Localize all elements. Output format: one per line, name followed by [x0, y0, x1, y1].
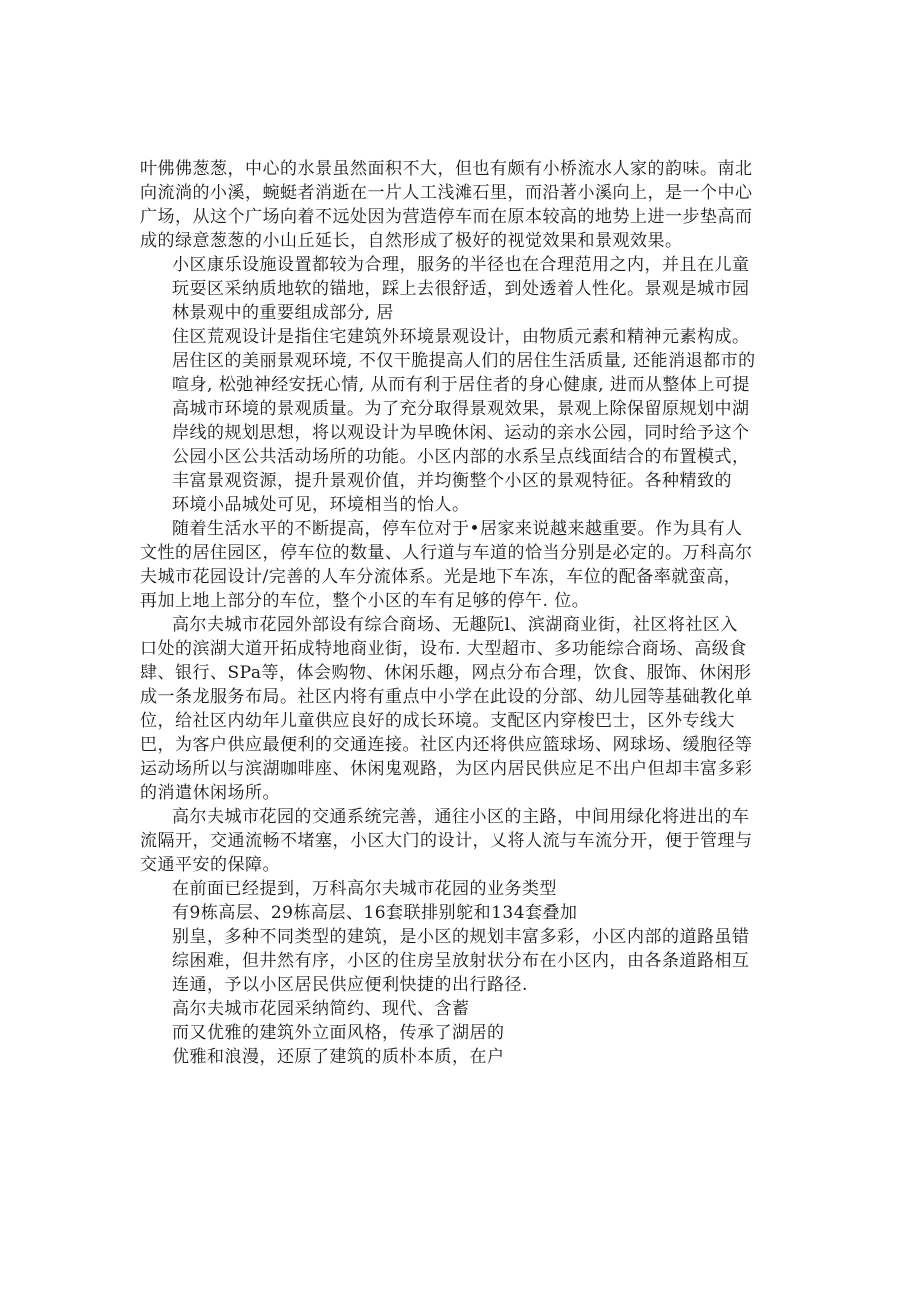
text-line	[140, 661, 785, 685]
text-line-content: 成的绿意葱葱的小山丘延长，自然形成了极好的视觉效果和景观效果。	[140, 231, 683, 251]
text-line	[140, 277, 785, 301]
text-line-content: 住区荒观设计是指住宅建筑外环境景观设计，由物质元素和精神元素构成。	[172, 327, 750, 347]
text-line-content: 高尔夫城市花园的交通系统完善，通往小区的主路，中间用绿化将进出的车	[172, 807, 750, 827]
text-line	[140, 181, 785, 205]
text-line	[140, 421, 785, 445]
text-line-content: 叶佛佛葱葱，中心的水景虽然面积不大，但也有颇有小桥流水人家的韵味。南北	[140, 159, 753, 179]
text-line	[140, 493, 785, 517]
text-line	[140, 685, 785, 709]
text-line	[140, 949, 785, 973]
text-line-content: 连通，予以小区居民供应便利快捷的出行路径.	[172, 975, 528, 995]
text-line	[140, 973, 785, 997]
text-line	[140, 997, 785, 1021]
text-line	[140, 469, 785, 493]
text-line	[140, 901, 785, 925]
text-line	[140, 877, 785, 901]
text-line	[140, 1021, 785, 1045]
text-line-content: 综困难，但井然有序，小区的住房呈放射状分布在小区内，由各条道路相互	[172, 951, 750, 971]
text-line-content: 林景观中的重要组成部分, 居	[172, 303, 394, 323]
text-line	[140, 853, 785, 877]
text-line-content: 交通平安的保障。	[140, 855, 280, 875]
text-line-content: 优雅和浪漫，还原了建筑的质朴本质，在户	[172, 1047, 505, 1067]
text-line	[140, 829, 785, 853]
text-line-content: 小区康乐设施设置都较为合理，服务的半径也在合理范用之内，并且在儿童	[172, 255, 750, 275]
text-line-content: 高尔夫城市花园采纳简约、现代、含蓄	[172, 999, 470, 1019]
text-line-content: 随着生活水平的不断提高，停车位对于•居家来说越来越重要。作为具有人	[172, 519, 743, 539]
text-line	[140, 373, 785, 397]
text-line-content: 运动场所以与滨湖咖啡座、休闲鬼观路，为区内居民供应足不出户但却丰富多彩	[140, 759, 753, 779]
text-line	[140, 397, 785, 421]
text-line-content: 广场，从这个广场向着不远处因为营造停车而在原本较高的地势上进一步垫高而	[140, 207, 753, 227]
text-line-content: 公园小区公共活动场所的功能。小区内部的水系呈点线面结合的布置模式，	[172, 447, 750, 467]
text-line	[140, 301, 785, 325]
text-line-content: 居住区的美丽景观环境, 不仅干脆提高人们的居住生活质量, 还能消退都市的	[172, 351, 756, 371]
text-line-content: 有9栋高层、29栋高层、16套联排别鸵和134套叠加	[172, 903, 578, 923]
text-line	[140, 757, 785, 781]
text-line	[140, 709, 785, 733]
text-line-content: 流隔开，交通流畅不堵塞，小区大门的设计，乂将人流与车流分开，便于管理与	[140, 831, 753, 851]
text-line	[140, 565, 785, 589]
text-line-content: 肆、银行、SPa等，体会购物、休闲乐趣，网点分布合理，饮食、服饰、休闲形	[140, 663, 752, 683]
text-line-content: 而又优雅的建筑外立面风格，传承了湖居的	[172, 1023, 505, 1043]
text-line	[140, 349, 785, 373]
text-line	[140, 613, 785, 637]
text-line	[140, 157, 785, 181]
text-line-content: 位，给社区内幼年儿童供应良好的成长环境。支配区内穿梭巴士，区外专线大	[140, 711, 735, 731]
text-line	[140, 541, 785, 565]
text-line	[140, 253, 785, 277]
text-line-content: 玩耍区采纳质地软的锚地，踩上去很舒适，到处透着人性化。景观是城市园	[172, 279, 750, 299]
body-text	[140, 157, 785, 1069]
text-line	[140, 805, 785, 829]
text-line-content: 岸线的规划思想，将以观设计为早晚休闲、运动的亲水公园，同时给予这个	[172, 423, 750, 443]
text-line-content: 成一条龙服务布局。社区内将有重点中小学在此设的分部、幼儿园等基础教化单	[140, 687, 753, 707]
text-line	[140, 781, 785, 805]
text-line	[140, 205, 785, 229]
text-line-content: 别皇，多种不同类型的建筑，是小区的规划丰富多彩，小区内部的道路虽错	[172, 927, 750, 947]
text-line-content: 高城市环境的景观质量。为了充分取得景观效果，景观上除保留原规划中湖	[172, 399, 750, 419]
text-line-content: 再加上地上部分的车位，整个小区的车有足够的停午. 位。	[140, 591, 590, 611]
text-line-content: 向流淌的小溪，蜿蜓者消逝在一片人工浅滩石里，而沿著小溪向上，是一个中心	[140, 183, 753, 203]
text-line	[140, 733, 785, 757]
text-line	[140, 925, 785, 949]
text-line	[140, 637, 785, 661]
text-line-content: 环境小品城处可见，环境相当的怡人。	[172, 495, 470, 515]
text-line	[140, 589, 785, 613]
text-line-content: 高尔夫城市花园外部设有综合商场、无趣阮l、滨湖商业街，社区将社区入	[172, 615, 738, 635]
text-line	[140, 517, 785, 541]
text-line	[140, 445, 785, 469]
text-line-content: 口处的滨湖大道开拓成特地商业街，设布. 大型超市、多功能综合商场、高级食	[140, 639, 747, 659]
text-line-content: 巴，为客户供应最便利的交通连接。社区内还将供应篮球场、网球场、缓胞径等	[140, 735, 753, 755]
text-line-content: 文性的居住园区，停车位的数量、人行道与车道的恰当分别是必定的。万科高尔	[140, 543, 753, 563]
text-line	[140, 1045, 785, 1069]
text-line-content: 在前面已经提到，万科高尔夫城市花园的业务类型	[172, 879, 557, 899]
text-line-content: 喧身, 松弛神经安抚心情, 从而有利于居住者的身心健康, 进而从整体上可提	[172, 375, 750, 395]
text-line-content: 丰富景观资源，提升景观价值，并均衡整个小区的景观特征。各种精致的	[172, 471, 732, 491]
text-line-content: 夫城市花园设计/完善的人车分流体系。光是地下车冻，车位的配备率就蛮高，	[140, 567, 742, 587]
text-line	[140, 325, 785, 349]
text-line-content: 的消遣休闲场所。	[140, 783, 280, 803]
text-line	[140, 229, 785, 253]
